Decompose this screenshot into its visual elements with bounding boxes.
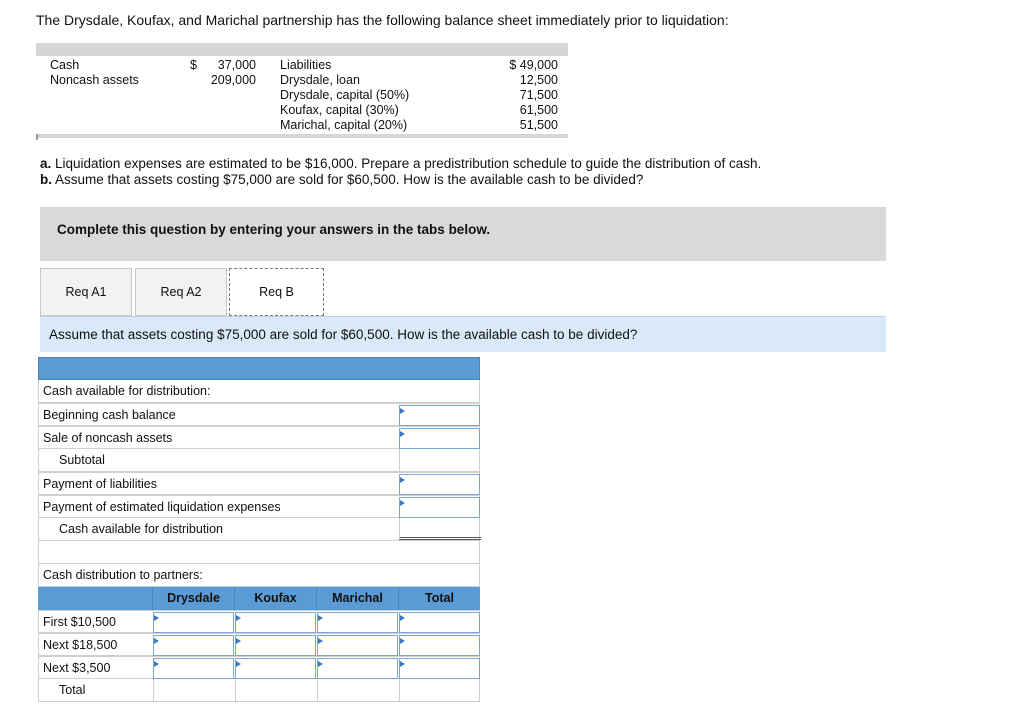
question-b: Assume that assets costing $75,000 are sold for $60,500. How is the available cash to be divided? [52, 172, 644, 187]
koufax-input[interactable] [235, 635, 316, 656]
worksheet-header-bar [38, 357, 480, 380]
table-row [38, 656, 480, 679]
instruction-box [40, 207, 886, 261]
liability-amount: 12,500 [519, 73, 558, 87]
instruction-text: Complete this question by entering your answers in the tabs below. [57, 222, 491, 237]
question-text [40, 156, 761, 188]
liability-label: Marichal, capital (20%) [280, 118, 408, 132]
total-input[interactable] [399, 612, 480, 633]
row-label: Total [59, 683, 86, 697]
grand-total [399, 679, 481, 702]
subtotal-value [399, 449, 481, 472]
asset-amount-noncash: 209,000 [210, 73, 256, 87]
row-label: Cash available for distribution [59, 522, 223, 536]
section-title-row [38, 564, 480, 587]
table-row [38, 679, 480, 702]
row-label: Payment of estimated liquidation expenses [43, 500, 281, 514]
koufax-input[interactable] [235, 612, 316, 633]
row-label: Payment of liabilities [43, 477, 157, 491]
asset-amount-cash: 37,000 [217, 58, 256, 72]
tab-req-a1[interactable]: Req A1 [40, 268, 132, 316]
marichal-input[interactable] [317, 635, 398, 656]
drysdale-input[interactable] [153, 635, 234, 656]
koufax-input[interactable] [235, 658, 316, 679]
tab-req-a2[interactable]: Req A2 [135, 268, 227, 316]
liability-amount: $ 49,000 [509, 58, 558, 72]
drysdale-input[interactable] [153, 612, 234, 633]
liquidation-expenses-input[interactable] [399, 497, 480, 518]
liability-label: Koufax, capital (30%) [280, 103, 399, 117]
table-row [38, 472, 480, 495]
row-label: First $10,500 [43, 615, 116, 629]
total-input[interactable] [399, 635, 480, 656]
prompt-text: Assume that assets costing $75,000 are sold for $60,500. How is the available cash to be divided? [49, 327, 638, 342]
table-row [38, 403, 480, 426]
liability-label: Drysdale, capital (50%) [280, 88, 410, 102]
column-header: Koufax [234, 587, 316, 610]
column-header: Drysdale [152, 587, 234, 610]
row-label: Beginning cash balance [43, 408, 176, 422]
beginning-cash-input[interactable] [399, 405, 480, 426]
marichal-input[interactable] [317, 658, 398, 679]
tab-req-b[interactable]: Req B [229, 268, 324, 316]
cash-available-value [399, 518, 481, 540]
liability-label: Drysdale, loan [280, 73, 360, 87]
row-label: Subtotal [59, 453, 105, 467]
marichal-input[interactable] [317, 612, 398, 633]
table-row [38, 449, 480, 472]
table-row [38, 495, 480, 518]
row-label: Next $18,500 [43, 638, 118, 652]
table-row [38, 426, 480, 449]
asset-label-noncash: Noncash assets [50, 73, 139, 87]
liability-amount: 61,500 [519, 103, 558, 117]
question-a-prefix: a. [40, 156, 52, 171]
koufax-total [235, 679, 317, 702]
drysdale-input[interactable] [153, 658, 234, 679]
question-a: Liquidation expenses are estimated to be $16,000. Prepare a predistribution schedule to guide the distribution of cash. [51, 156, 762, 171]
asset-label-cash: Cash [50, 58, 80, 72]
column-header: Marichal [316, 587, 398, 610]
liability-label: Liabilities [280, 58, 332, 72]
balance-sheet-footer-bar [36, 134, 568, 138]
asset-dollar-sign: $ [190, 58, 197, 72]
row-label: Sale of noncash assets [43, 431, 173, 445]
balance-sheet-header-bar [36, 43, 568, 56]
table-row [38, 610, 480, 633]
liability-amount: 71,500 [519, 88, 558, 102]
section-title-distribution: Cash distribution to partners: [43, 568, 203, 582]
balance-sheet-footer-tick [36, 134, 38, 140]
table-row [38, 633, 480, 656]
total-input[interactable] [399, 658, 480, 679]
section-title-row [38, 380, 480, 403]
row-label: Next $3,500 [43, 661, 111, 675]
intro-text: The Drysdale, Koufax, and Marichal partnership has the following balance sheet immediately prior to liquidation: [36, 12, 729, 28]
prompt-bar [40, 316, 886, 352]
drysdale-total [153, 679, 235, 702]
column-header: Total [398, 587, 480, 610]
sale-noncash-input[interactable] [399, 428, 480, 449]
payment-liabilities-input[interactable] [399, 474, 480, 495]
table-row [38, 518, 480, 541]
balance-sheet [36, 43, 568, 139]
liability-amount: 51,500 [519, 118, 558, 132]
spacer-row [38, 541, 480, 564]
section-title-cash: Cash available for distribution: [43, 384, 211, 398]
question-b-prefix: b. [40, 172, 52, 187]
distribution-header [38, 587, 480, 610]
marichal-total [317, 679, 399, 702]
